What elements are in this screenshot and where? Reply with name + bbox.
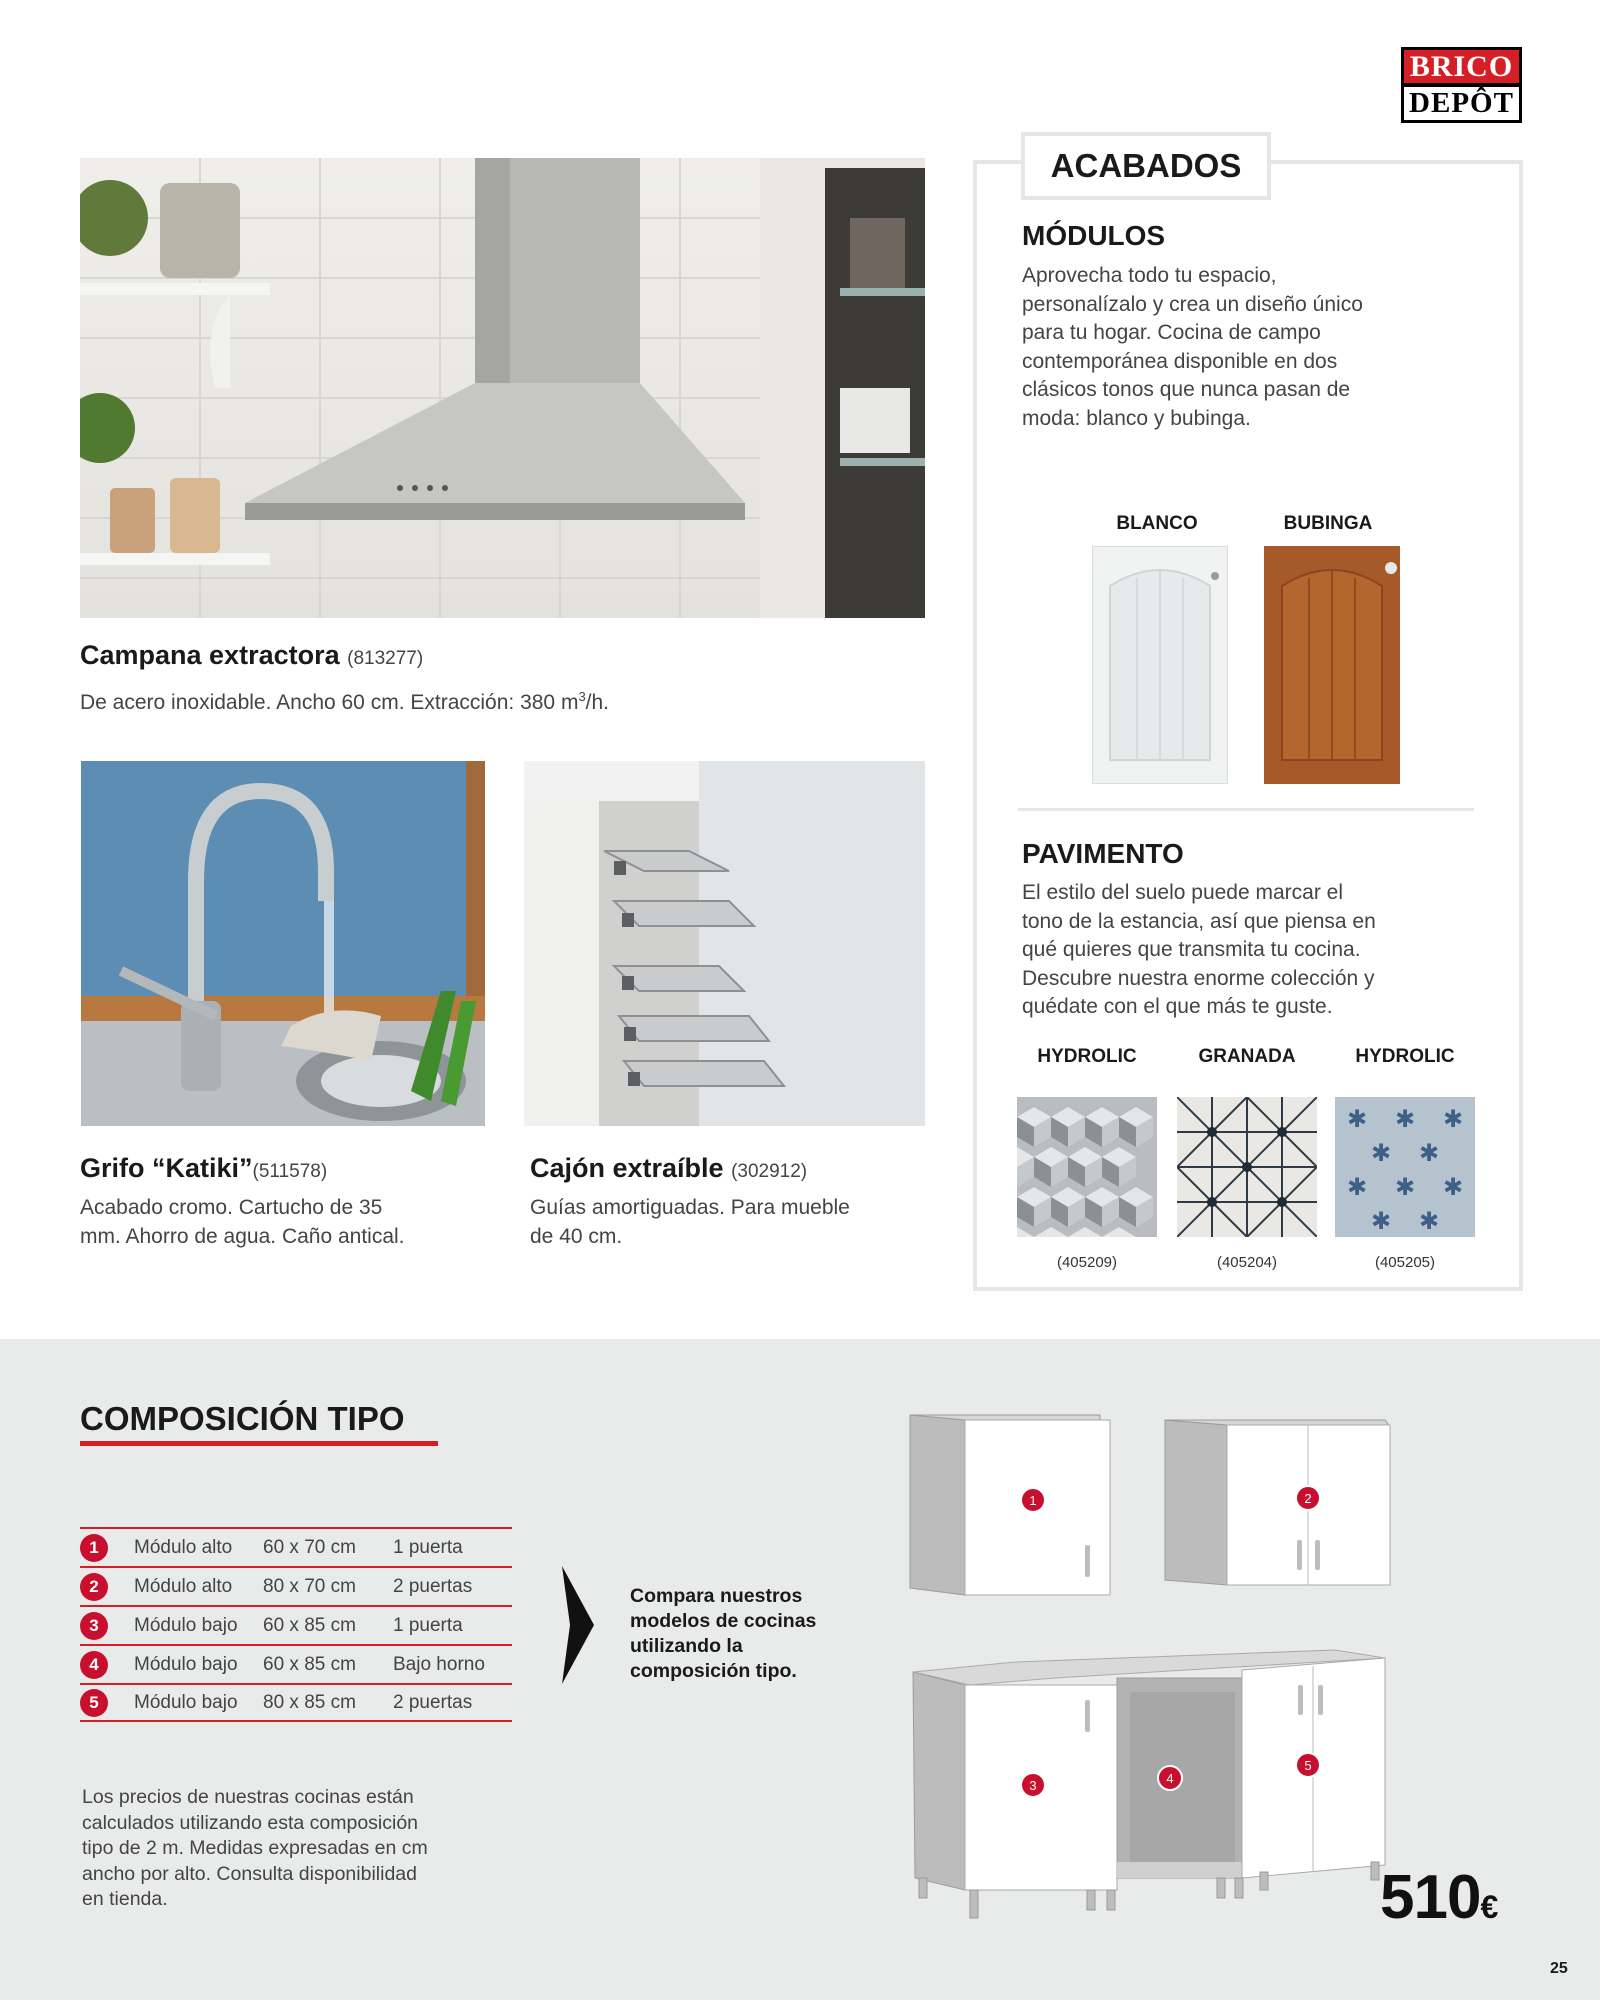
compare-text <box>630 1584 860 1684</box>
hood-desc-end: /h. <box>585 691 610 714</box>
drawer-title <box>530 1153 807 1184</box>
hood-ref: (813277) <box>347 648 424 669</box>
row-detail: 2 puertas <box>393 1575 473 1597</box>
row-size: 60 x 70 cm <box>263 1536 356 1558</box>
diagram-badge-1: 1 <box>1029 1493 1037 1508</box>
tap-desc-line: mm. Ahorro de agua. Caño antical. <box>80 1225 405 1248</box>
modulos-title: MÓDULOS <box>1022 220 1166 251</box>
pavimento-line: El estilo del suelo puede marcar el <box>1022 881 1344 904</box>
swatch-door-blanco <box>1092 546 1228 784</box>
composicion-table <box>80 1527 512 1722</box>
price-currency: € <box>1480 1889 1498 1925</box>
svg-text:✱: ✱ <box>1346 1105 1368 1133</box>
svg-text:✱: ✱ <box>1394 1173 1416 1201</box>
pavimento-line: quédate con el que más te guste. <box>1022 995 1333 1018</box>
hood-title <box>80 640 423 671</box>
note-line: tipo de 2 m. Medidas expresadas en cm <box>82 1837 428 1859</box>
diagram-badge-3: 3 <box>1029 1778 1037 1793</box>
tile-sample-granada <box>1177 1097 1317 1237</box>
row-detail: 2 puertas <box>393 1691 473 1713</box>
diagram-badge-2: 2 <box>1304 1491 1312 1506</box>
row-size: 80 x 70 cm <box>263 1575 356 1597</box>
table-row <box>80 1566 512 1605</box>
drawer-description <box>530 1193 850 1251</box>
hood-desc-main: De acero inoxidable. Ancho 60 cm. Extracción: 380 m <box>80 691 579 714</box>
swatch-door-bubinga <box>1264 546 1400 784</box>
row-module: Módulo bajo <box>134 1653 238 1675</box>
pavimento-text <box>1022 879 1492 1022</box>
table-row <box>80 1683 512 1722</box>
composicion-title: COMPOSICIÓN TIPO <box>80 1400 405 1437</box>
note-line: ancho por alto. Consulta disponibilidad <box>82 1862 417 1885</box>
tile-label-2: GRANADA <box>1198 1046 1296 1067</box>
drawer-desc-line: Guías amortiguadas. Para mueble <box>530 1196 850 1219</box>
drawer-photo <box>524 761 925 1126</box>
tap-desc-line: Acabado cromo. Cartucho de 35 <box>80 1196 383 1219</box>
note-line: calculados utilizando esta composición <box>82 1811 419 1834</box>
price-amount: 510 <box>1380 1863 1481 1932</box>
modulos-text <box>1022 262 1482 433</box>
svg-text:✱: ✱ <box>1418 1207 1440 1235</box>
page-number: 25 <box>1550 1960 1568 1977</box>
tap-description <box>80 1193 405 1251</box>
compare-line: modelos de cocinas <box>630 1610 817 1632</box>
row-detail: 1 puerta <box>393 1536 463 1558</box>
composicion-underline <box>80 1441 438 1446</box>
table-row <box>80 1605 512 1644</box>
row-number-badge: 4 <box>80 1651 108 1679</box>
tile-code-1: (405209) <box>1056 1254 1118 1271</box>
tap-title-text: Grifo “Katiki” <box>80 1153 253 1183</box>
tile-code-2: (405204) <box>1216 1254 1278 1271</box>
row-detail: Bajo horno <box>393 1653 485 1675</box>
svg-text:✱: ✱ <box>1418 1139 1440 1167</box>
svg-text:✱: ✱ <box>1394 1105 1416 1133</box>
pavimento-line: qué quieres que transmita tu cocina. <box>1022 938 1361 961</box>
swatch-label-bubinga: BUBINGA <box>1283 513 1373 534</box>
row-number-badge: 5 <box>80 1689 108 1717</box>
tile-sample-hydrolic-stars <box>1335 1097 1475 1237</box>
pavimento-line: Descubre nuestra enorme colección y <box>1022 966 1375 990</box>
hood-photo <box>80 158 925 618</box>
brand-logo-line2: DEPÔT <box>1404 87 1519 120</box>
hood-illustration <box>80 158 925 618</box>
diagram-badge-5: 5 <box>1304 1758 1312 1773</box>
acabados-divider <box>1018 808 1474 811</box>
composicion-note <box>82 1785 512 1913</box>
tap-ref: (511578) <box>252 1161 328 1182</box>
row-size: 60 x 85 cm <box>263 1653 356 1675</box>
modulos-line: contemporánea disponible en dos <box>1022 349 1338 373</box>
hood-description <box>80 682 609 717</box>
row-module: Módulo bajo <box>134 1614 238 1636</box>
modulos-line: clásicos tonos que nunca pasan de <box>1022 378 1351 401</box>
row-size: 60 x 85 cm <box>263 1614 356 1636</box>
row-number-badge: 3 <box>80 1612 108 1640</box>
row-module: Módulo alto <box>134 1536 233 1558</box>
svg-text:✱: ✱ <box>1370 1139 1392 1167</box>
acabados-tag: ACABADOS <box>1021 132 1271 200</box>
chevron-right-icon <box>560 1566 594 1684</box>
pavimento-line: tono de la estancia, así que piensa en <box>1022 909 1376 933</box>
brand-logo-line1: BRICO <box>1404 50 1519 83</box>
note-line: Los precios de nuestras cocinas están <box>82 1786 414 1808</box>
row-size: 80 x 85 cm <box>263 1691 356 1713</box>
svg-text:✱: ✱ <box>1442 1173 1464 1201</box>
compare-line: composición tipo. <box>630 1660 797 1682</box>
tile-code-3: (405205) <box>1374 1254 1436 1271</box>
drawer-title-text: Cajón extraíble <box>530 1153 724 1183</box>
tap-illustration <box>81 761 485 1126</box>
row-module: Módulo bajo <box>134 1691 238 1713</box>
svg-text:✱: ✱ <box>1370 1207 1392 1235</box>
modulos-line: para tu hogar. Cocina de campo <box>1022 321 1321 344</box>
compare-line: Compara nuestros <box>630 1585 803 1607</box>
table-row <box>80 1644 512 1683</box>
tile-label-1: HYDROLIC <box>1037 1046 1137 1067</box>
hood-title-text: Campana extractora <box>80 640 340 670</box>
drawer-illustration <box>524 761 925 1126</box>
svg-text:✱: ✱ <box>1346 1173 1368 1201</box>
modulos-line: personalízalo y crea un diseño único <box>1022 292 1363 316</box>
brand-logo <box>1401 47 1522 123</box>
cabinet-composition-diagram <box>905 1410 1395 1925</box>
tap-photo <box>81 761 485 1126</box>
tile-sample-hydrolic-cubes <box>1017 1097 1157 1237</box>
drawer-ref: (302912) <box>731 1161 808 1182</box>
modulos-line: moda: blanco y bubinga. <box>1022 406 1251 430</box>
row-number-badge: 2 <box>80 1573 108 1601</box>
table-row <box>80 1527 512 1566</box>
hood-desc-sup: 3 <box>578 689 586 704</box>
pavimento-title: PAVIMENTO <box>1022 838 1184 869</box>
tap-title <box>80 1153 327 1184</box>
row-number-badge: 1 <box>80 1534 108 1562</box>
drawer-desc-line: de 40 cm. <box>530 1225 623 1248</box>
swatch-label-blanco: BLANCO <box>1116 513 1198 534</box>
svg-text:✱: ✱ <box>1442 1105 1464 1133</box>
diagram-badge-4: 4 <box>1166 1771 1174 1786</box>
modulos-line: Aprovecha todo tu espacio, <box>1022 264 1277 287</box>
price <box>1380 1862 1497 1933</box>
note-line: en tienda. <box>82 1888 168 1910</box>
compare-line: utilizando la <box>630 1635 743 1657</box>
tile-label-3: HYDROLIC <box>1355 1046 1455 1067</box>
row-detail: 1 puerta <box>393 1614 463 1636</box>
row-module: Módulo alto <box>134 1575 233 1597</box>
